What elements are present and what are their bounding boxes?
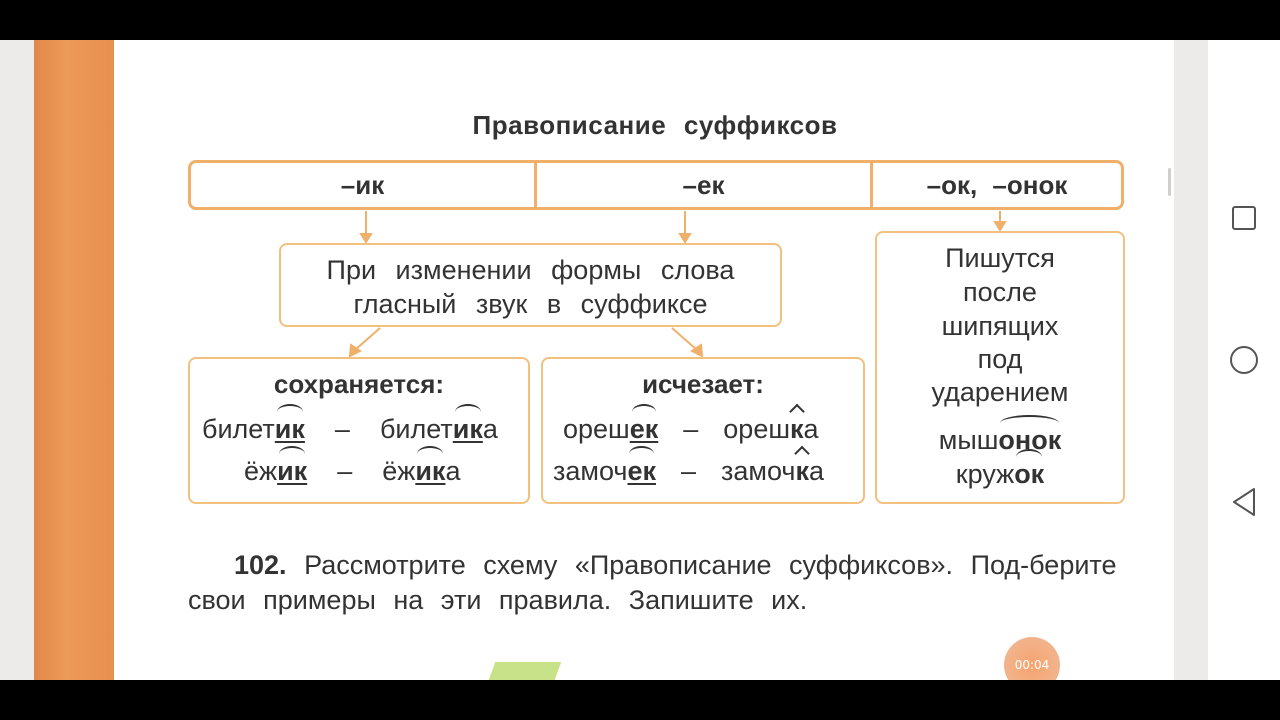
triangle-back-icon[interactable]: [1224, 482, 1264, 522]
stress-line-4: под: [977, 344, 1023, 374]
keep-title: сохраняется:: [273, 369, 445, 399]
stress-line-3: шипящих: [941, 311, 1059, 341]
rule-line-1: При изменении формы слова: [326, 255, 735, 285]
word-base: мыш: [938, 425, 999, 455]
word-ending: а: [445, 456, 461, 486]
vanish-example-1: [563, 414, 819, 445]
word-base: ореш: [723, 414, 790, 444]
rule-line-2: гласный звук в суффиксе: [353, 289, 708, 319]
stress-example-2: [877, 459, 1123, 490]
word-suffix: ик: [274, 414, 305, 444]
keep-example-2: [244, 456, 460, 487]
scrollbar[interactable]: [1168, 168, 1171, 196]
word-base: замоч: [553, 456, 628, 486]
word-suffix: онок: [998, 425, 1062, 455]
circle-icon[interactable]: [1224, 340, 1264, 380]
rule-change-box: [279, 243, 782, 327]
recent-apps-icon: [1230, 204, 1258, 232]
suffix-header-row: [188, 160, 1124, 210]
dash: –: [683, 414, 699, 444]
word-suffix: ок: [1014, 459, 1045, 489]
word-suffix: к: [795, 456, 809, 486]
word-suffix: ик: [277, 456, 308, 486]
stress-example-1: [877, 425, 1123, 456]
word-base: круж: [955, 459, 1015, 489]
rule-vanish-box: [541, 357, 865, 504]
word-ending: а: [803, 414, 819, 444]
status-bar: [0, 0, 1280, 40]
page-edge-strip: [34, 40, 114, 680]
square-icon[interactable]: [1224, 198, 1264, 238]
suffix-ik: –ик: [191, 163, 537, 207]
word-base: замоч: [721, 456, 796, 486]
word-suffix: ек: [629, 414, 659, 444]
word-suffix: ек: [627, 456, 656, 486]
vanish-example-2: [553, 456, 824, 487]
dash: –: [337, 456, 353, 486]
rule-stress-box: [875, 231, 1125, 504]
stress-line-1: Пишутся: [945, 243, 1055, 273]
exercise-number: 102.: [234, 550, 287, 580]
word-base: билет: [379, 414, 453, 444]
dash: –: [334, 414, 350, 444]
suffix-ek: –ек: [537, 163, 873, 207]
word-suffix: ик: [415, 456, 446, 486]
bottom-bar: [0, 680, 1280, 720]
stress-line-2: после: [963, 277, 1037, 307]
word-ending: а: [482, 414, 498, 444]
suffix-ok-onok: –ок, –онок: [926, 169, 1068, 200]
stress-line-5: ударением: [931, 377, 1069, 407]
home-icon: [1228, 344, 1260, 376]
word-base: ореш: [563, 414, 630, 444]
word-ending: а: [808, 456, 825, 486]
word-suffix: ик: [452, 414, 483, 444]
illustration-fragment: [489, 662, 562, 680]
word-base: ёж: [244, 456, 278, 486]
word-base: ёж: [382, 456, 416, 486]
word-suffix: к: [790, 414, 804, 444]
scheme-title: Правописание суффиксов: [472, 110, 838, 140]
exercise-102: [188, 548, 1128, 618]
vanish-title: исчезает:: [642, 369, 764, 399]
keep-example-1: [202, 414, 498, 445]
recording-timer[interactable]: 00:04: [1004, 637, 1060, 693]
back-icon: [1230, 486, 1258, 518]
dash: –: [680, 456, 697, 486]
exercise-text: Рассмотрите схему «Правописание суффиксов». Под-берите свои примеры на эти правила. Запишите их.: [188, 550, 1117, 615]
word-base: билет: [202, 414, 275, 444]
rule-keep-box: [188, 357, 530, 504]
